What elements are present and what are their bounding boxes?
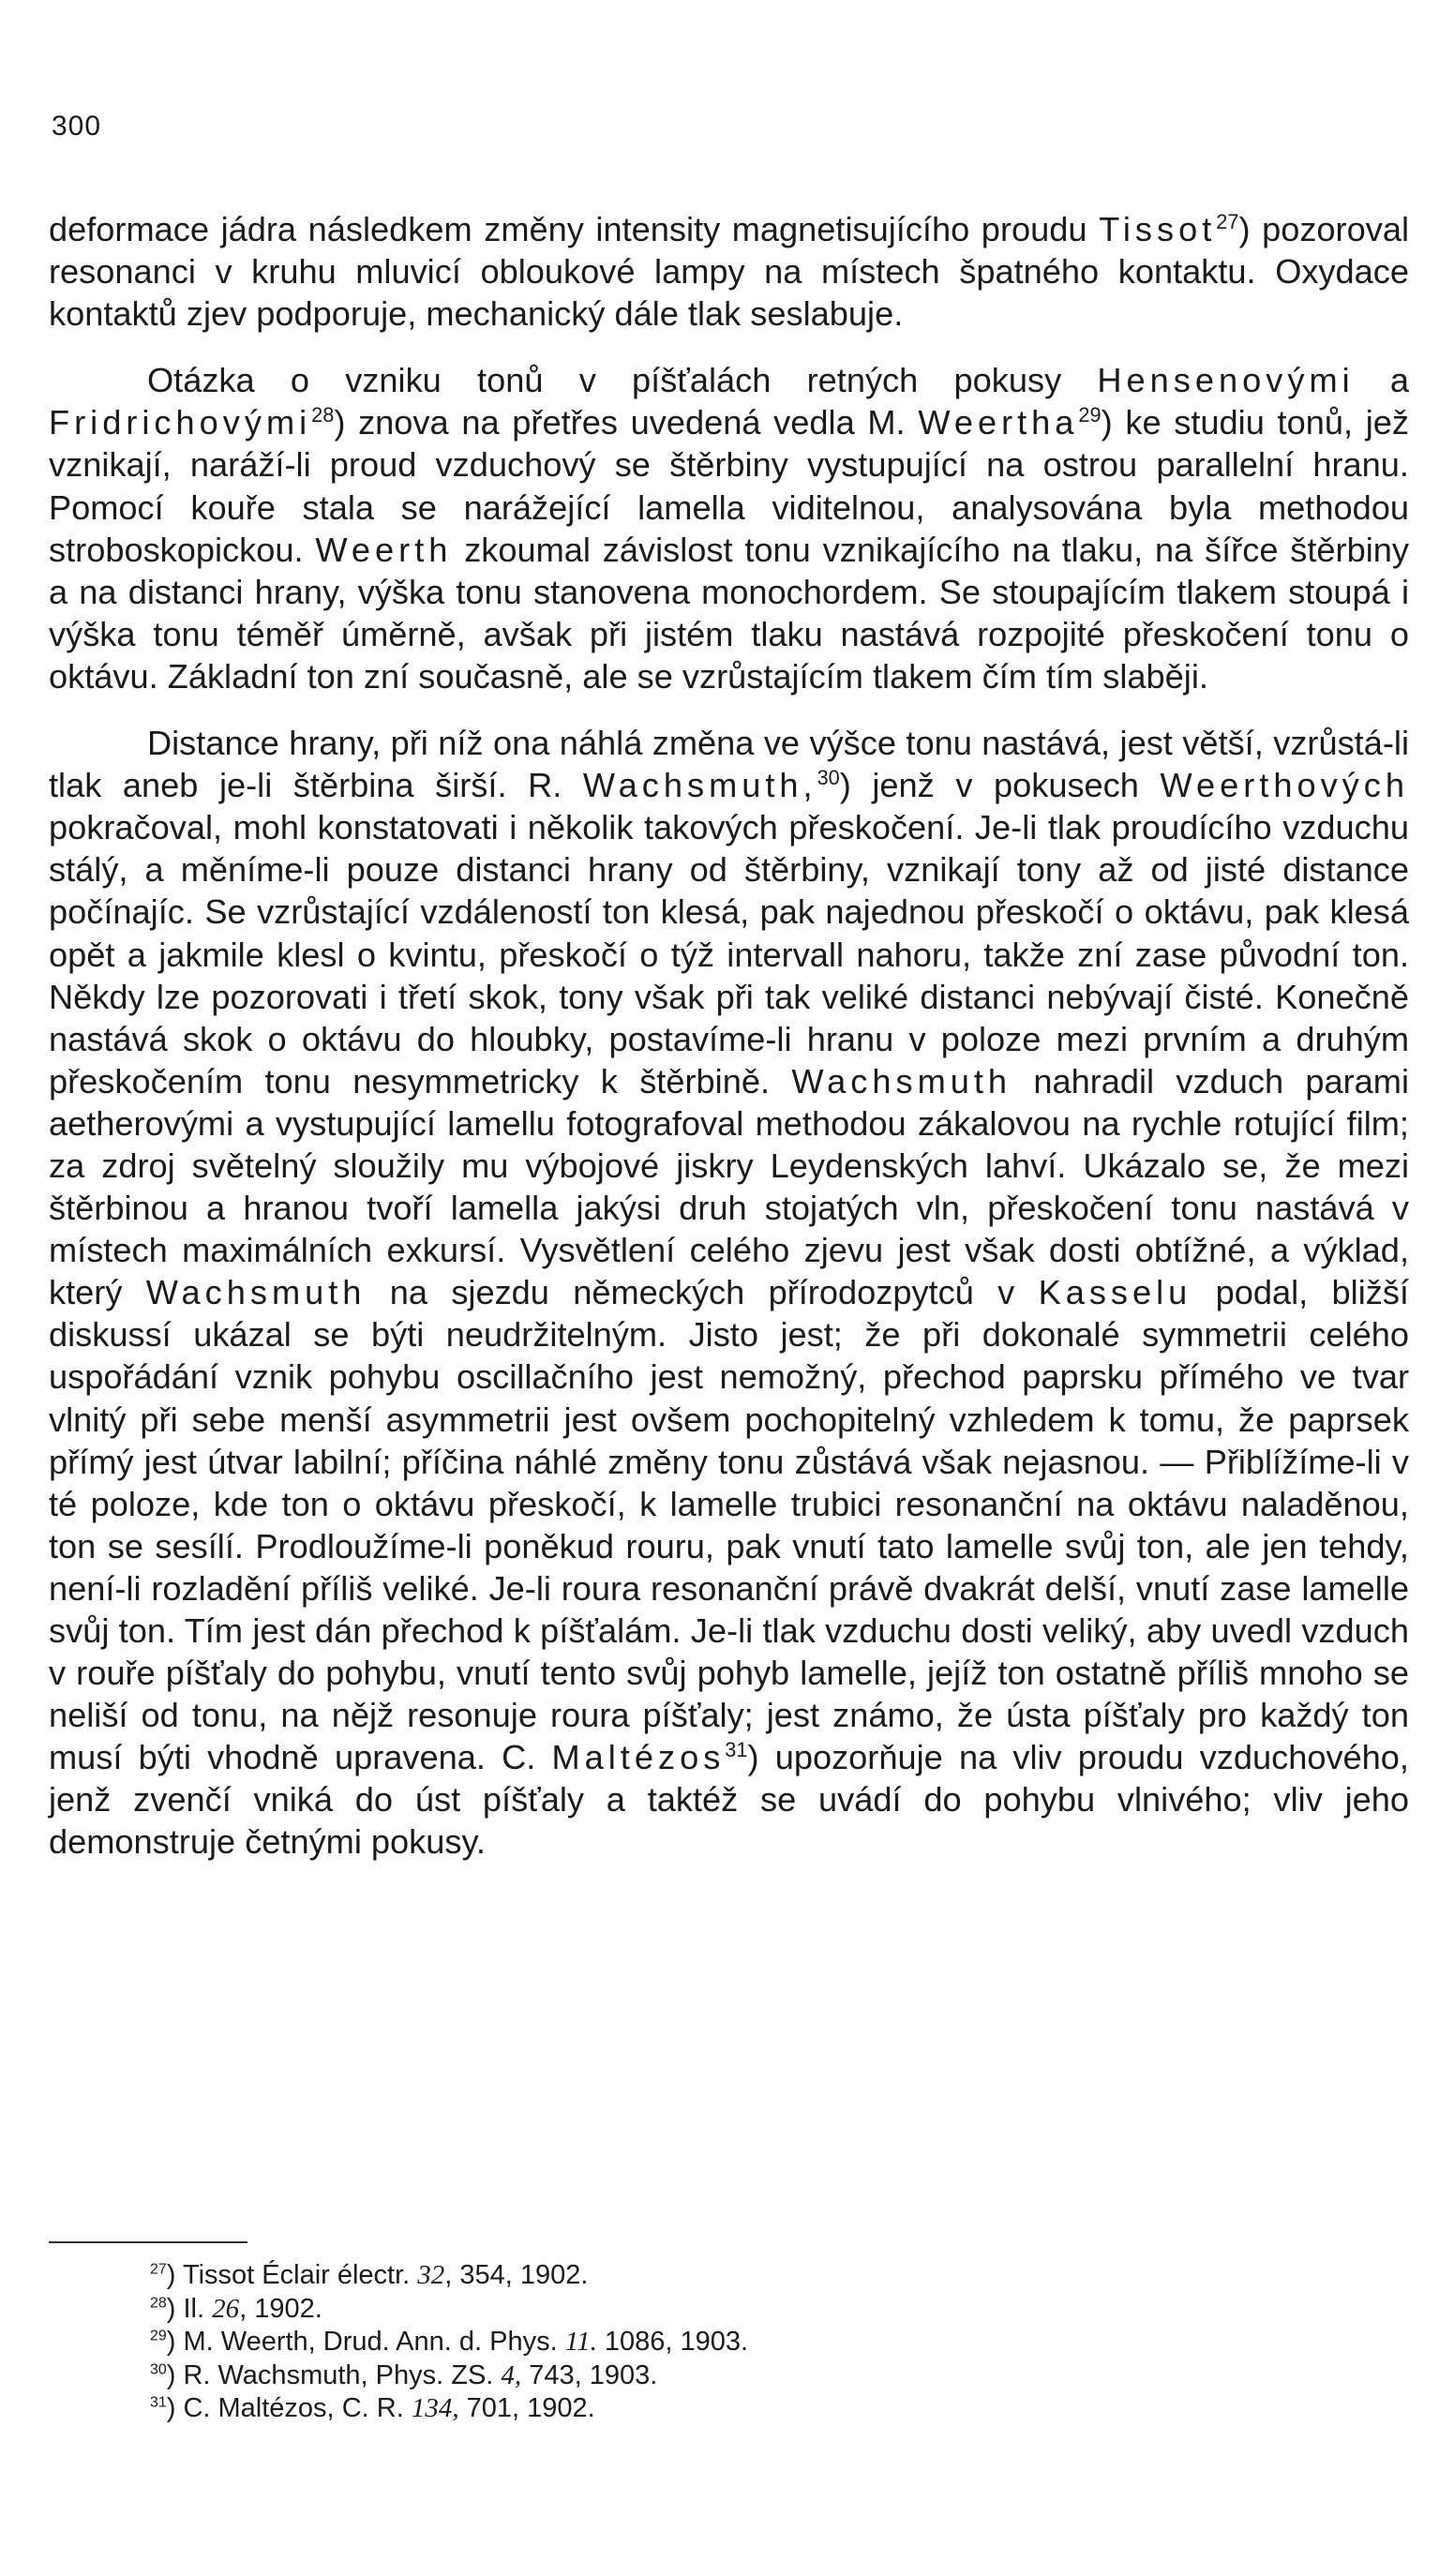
text-run: ) znova na přetřes uvedená vedla M. (334, 403, 919, 442)
text-run: deformace jádra následkem změny intensity magnetisujícího proudu (49, 210, 1100, 248)
footnote: $^{27}$) Tissot Éclair électr. 32, 354, 1902. (150, 2260, 589, 2290)
footnote-author: Il. (183, 2293, 205, 2324)
footnote-number: 29 (150, 2328, 167, 2344)
spaced-name: Weertha (918, 403, 1079, 442)
footnote-ref: 31 (725, 1738, 748, 1762)
footnote-journal: Phys. ZS. (375, 2359, 494, 2390)
footnote: $^{29}$) M. Weerth, Drud. Ann. d. Phys. 11. 1086, 1903. (150, 2327, 749, 2357)
footnote-author: Tissot (182, 2260, 255, 2290)
footnote-number: 28 (150, 2294, 167, 2311)
footnote-author: M. Weerth, (183, 2327, 316, 2357)
spaced-name: Wachsmuth, (582, 766, 817, 805)
spaced-name: Fridrichovými (49, 403, 312, 442)
text-run: na sjezdu německých přírodozpytců v (366, 1273, 1039, 1312)
text-run: podal, bližší diskussí ukázal se býti neudržitelným. Jisto jest; že při dokonalé symmetrii celého uspořádání vznik pohybu oscillačního jest nemožný, přechod paprsku přímého ve tvar vlnitý při sebe menší asymmetrii jest ovšem pochopitelný vzhledem k tomu, že paprsek přímý jest útvar labilní; příčina náhlé změny tonu zůstává však nejasnou. — Přiblížíme-li v té poloze, kde ton o oktávu přeskočí, k lamelle trubici resonanční na oktávu naladěnou, ton se sesílí. Prodloužíme-li poněkud rouru, pak vnutí tato lamelle svůj ton, ale jen tehdy, není-li rozladění příliš veliké. Je-li roura resonanční právě dvakrát delší, vnutí zase lamelle svůj ton. Tím jest dán přechod k píšťalám. Je-li tlak vzduchu dosti veliký, aby uvedl vzduch v rouře píšťaly do pohybu, vnutí tento svůj pohyb lamelle, jejíž ton ostatně příliš mnoho se neliší od tonu, na nějž resonuje roura píšťaly; jest známo, že ústa píšťaly pro každý ton musí býti vhodně upravena. C. (49, 1273, 1409, 1777)
spaced-name: Tissot (1099, 210, 1217, 248)
footnote-rest: 701, 1902. (458, 2393, 595, 2423)
text-run: ) ke studiu tonů, jež vznikají, naráží-li proud vzduchový se štěrbiny vystupující na ostrou parallelní hranu. Pomocí kouře stala se narážející lamella viditelnou, analysována byla methodou stroboskopickou. (49, 403, 1409, 569)
spaced-name: Wachsmuth (145, 1273, 367, 1312)
text-run: Otázka o vzniku tonů v píšťalách retných pokusy (147, 361, 1098, 400)
footnote-number: 27 (150, 2261, 167, 2278)
footnote-author: C. Maltézos, (183, 2393, 335, 2423)
footnote: $^{30}$) R. Wachsmuth, Phys. ZS. 4, 743, 1903. (150, 2359, 658, 2390)
text-run: nahradil vzduch parami aetherovými a vystupující lamellu fotografoval methodou zákalovou na rychle rotující film; za zdroj světelný sloužily mu výbojové jiskry Leydenských lahví. Ukázalo se, že mezi štěrbinou a hranou tvoří lamella jakýsi druh stojatých vln, přeskočení tonu nastává v místech maximálních exkursí. Vysvětlení celého zjevu jest však dosti obtížné, a výklad, který (49, 1061, 1409, 1312)
footnote-rest: 743, 1903. (521, 2359, 658, 2390)
footnote-journal: C. R. (341, 2393, 404, 2423)
footnote: $^{31}$) C. Maltézos, C. R. 134, 701, 1902. (150, 2393, 595, 2423)
footnote-ref: 27 (1216, 209, 1239, 233)
text-run: a (1354, 361, 1409, 400)
footnote-volume: 32 (417, 2260, 445, 2290)
paragraph (49, 722, 1409, 1864)
spaced-name: Kasselu (1038, 1273, 1192, 1312)
footnote-ref: 28 (311, 403, 335, 427)
footnote-author: R. Wachsmuth, (183, 2359, 368, 2390)
footnote-rule (49, 2241, 247, 2243)
text-run: ) pozoroval resonanci v kruhu mluvicí obloukové lampy na místech špatného kontaktu. Oxydace kontaktů zjev podporuje, mechanický dále tlak seslabuje. (49, 210, 1409, 334)
footnote-volume: 26 (212, 2293, 240, 2324)
footnote-rest: , 354, 1902. (444, 2260, 589, 2290)
text-run: ) upozorňuje na vliv proudu vzduchového, jenž zvenčí vniká do úst píšťaly a taktéž se uvádí do pohybu vlnivého; vliv jeho demonstruje četnými pokusy. (49, 1738, 1409, 1862)
spaced-name: Weerthových (1160, 766, 1409, 805)
paragraph (49, 359, 1409, 697)
footnote-journal: Éclair électr. (262, 2260, 411, 2290)
footnote: $^{28}$) Il. 26, 1902. (150, 2293, 322, 2324)
footnotes (150, 2259, 1275, 2426)
footnote-ref: 29 (1078, 403, 1102, 427)
spaced-name: Wachsmuth (791, 1061, 1012, 1101)
footnote-number: 31 (150, 2394, 167, 2411)
spaced-name: Hensenovými (1097, 361, 1355, 400)
body-text (49, 208, 1409, 1888)
footnote-rest: , 1902. (239, 2293, 322, 2324)
paragraph (49, 208, 1409, 335)
text-run: zkoumal závislost tonu vznikajícího na tlaku, na šířce štěrbiny a na distanci hrany, výška tonu stanovena monochordem. Se stoupajícím tlakem stoupá i výška tonu téměř úměrně, avšak při jistém tlaku nastává rozpojité přeskočení tonu o oktávu. Základní ton zní současně, ale se vzrůstajícím tlakem čím tím slaběji. (49, 530, 1409, 696)
text-run: Distance hrany, při níž ona náhlá změna ve výšce tonu nastává, jest větší, vzrůstá-li tlak aneb je-li štěrbina širší. R. (49, 724, 1409, 805)
footnote-volume: 134, (411, 2393, 459, 2423)
footnote-number: 30 (150, 2360, 167, 2377)
footnote-volume: 4, (501, 2359, 522, 2390)
spaced-name: Maltézos (551, 1738, 726, 1777)
text-run: pokračoval, mohl konstatovati i několik takových přeskočení. Je-li tlak proudícího vzduchu stálý, a měníme-li pouze distanci hrany od štěrbiny, vznikají tony až od jisté distance počínajíc. Se vzrůstající vzdáleností ton klesá, pak najednou přeskočí o oktávu, pak klesá opět a jakmile klesl o kvintu, přeskočí o týž intervall nahoru, takže zní zase původní ton. Někdy lze pozorovati i třetí skok, tony však při tak veliké distanci nebývají čisté. Konečně nastává skok o oktávu do hloubky, postavíme-li hranu v poloze mezi prvním a druhým přeskočením tonu nesymmetricky k štěrbině. (49, 808, 1409, 1101)
page-number: 300 (52, 111, 102, 142)
footnote-ref: 30 (817, 766, 840, 790)
footnote-journal: Drud. Ann. d. Phys. (322, 2327, 558, 2357)
footnote-volume: 11. (564, 2327, 597, 2357)
text-run: ) jenž v pokusech (839, 766, 1161, 805)
footnote-rest: 1086, 1903. (596, 2327, 749, 2357)
spaced-name: Weerth (315, 530, 453, 569)
